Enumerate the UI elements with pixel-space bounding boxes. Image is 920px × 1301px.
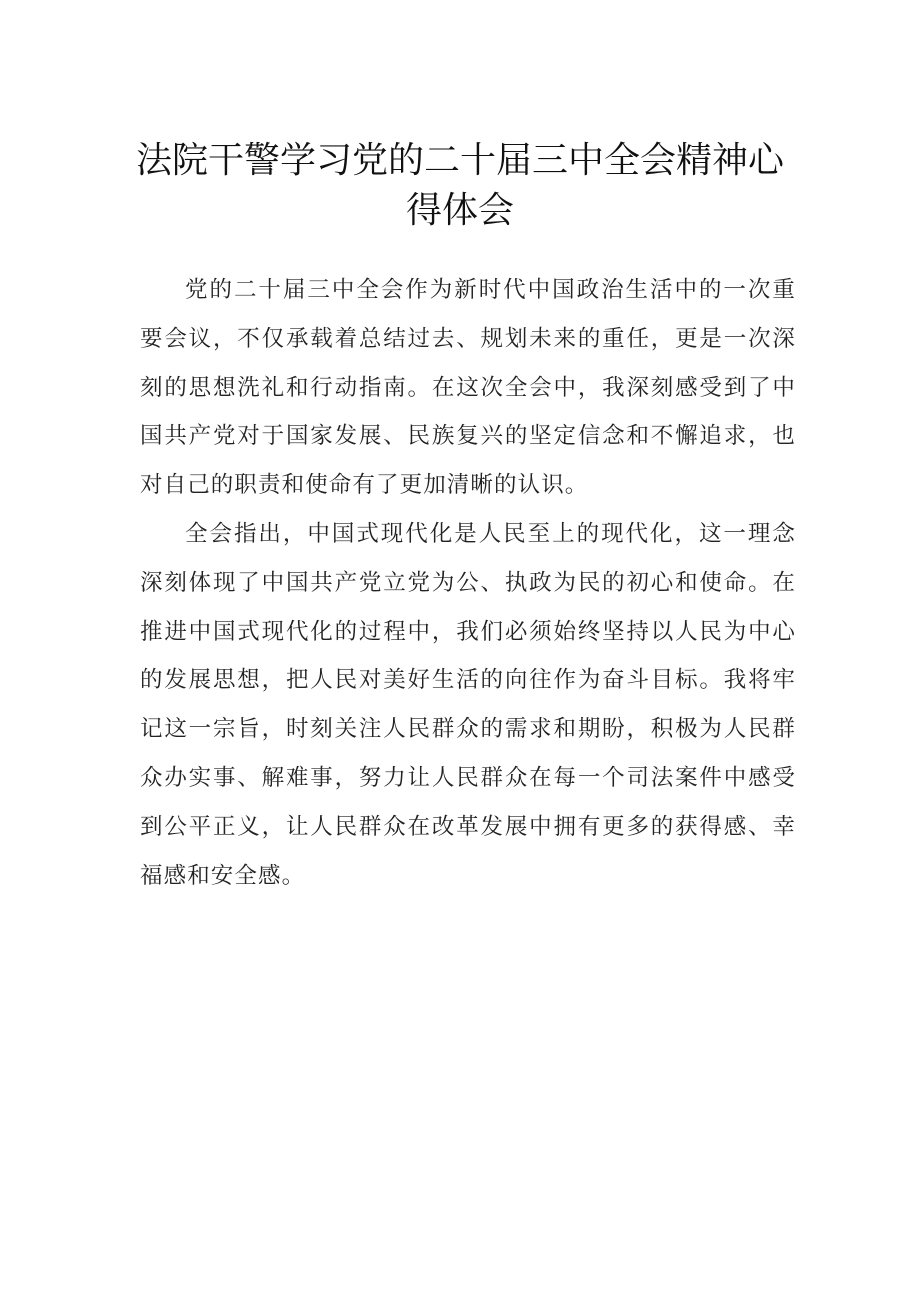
paragraph-1: 党的二十届三中全会作为新时代中国政治生活中的一次重要会议，不仅承载着总结过去、规划未来的重任，更是一次深刻的思想洗礼和行动指南。在这次全会中，我深刻感受到了中国共产党对于国家发展、民族复兴的坚定信念和不懈追求，也对自己的职责和使命有了更加清晰的认识。 [140, 277, 796, 499]
document-body [140, 266, 796, 900]
paragraph-2: 全会指出，中国式现代化是人民至上的现代化，这一理念深刻体现了中国共产党立党为公、执政为民的初心和使命。在推进中国式现代化的过程中，我们必须始终坚持以人民为中心的发展思想，把人民对美好生活的向往作为奋斗目标。我将牢记这一宗旨，时刻关注人民群众的需求和期盼，积极为人民群众办实事、解难事，努力让人民群众在每一个司法案件中感受到公平正义，让人民群众在改革发展中拥有更多的获得感、幸福感和安全感。 [140, 520, 796, 889]
document-title: 法院干警学习党的二十届三中全会精神心得体会 [135, 140, 784, 231]
